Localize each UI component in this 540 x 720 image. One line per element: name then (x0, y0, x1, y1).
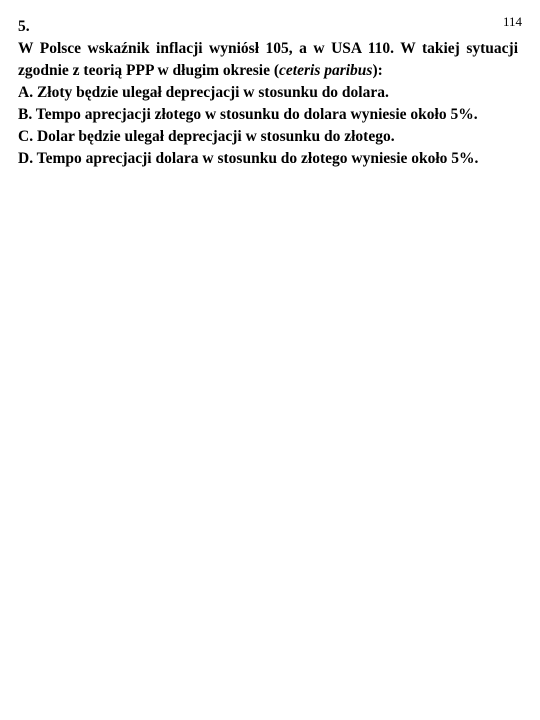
answer-option-b: B. Tempo aprecjacji złotego w stosunku do dolara wyniesie około 5%. (18, 106, 478, 123)
question-stem (18, 38, 518, 82)
question-block (18, 16, 518, 170)
page-number: 114 (502, 14, 522, 29)
question-stem-end: ): (372, 62, 383, 79)
question-number: 5. (18, 18, 30, 35)
answer-option-c: C. Dolar będzie ulegał deprecjacji w stosunku do złotego. (18, 128, 395, 145)
question-stem-text: W Polsce wskaźnik inflacji wyniósł 105, a w USA 110. W takiej sytuacji zgodnie z teorią PPP w długim okresie ( (18, 40, 518, 79)
question-stem-italic: ceteris paribus (279, 62, 373, 79)
answer-option-a: A. Złoty będzie ulegał deprecjacji w stosunku do dolara. (18, 84, 389, 101)
answer-option-d: D. Tempo aprecjacji dolara w stosunku do złotego wyniesie około 5%. (18, 150, 479, 167)
